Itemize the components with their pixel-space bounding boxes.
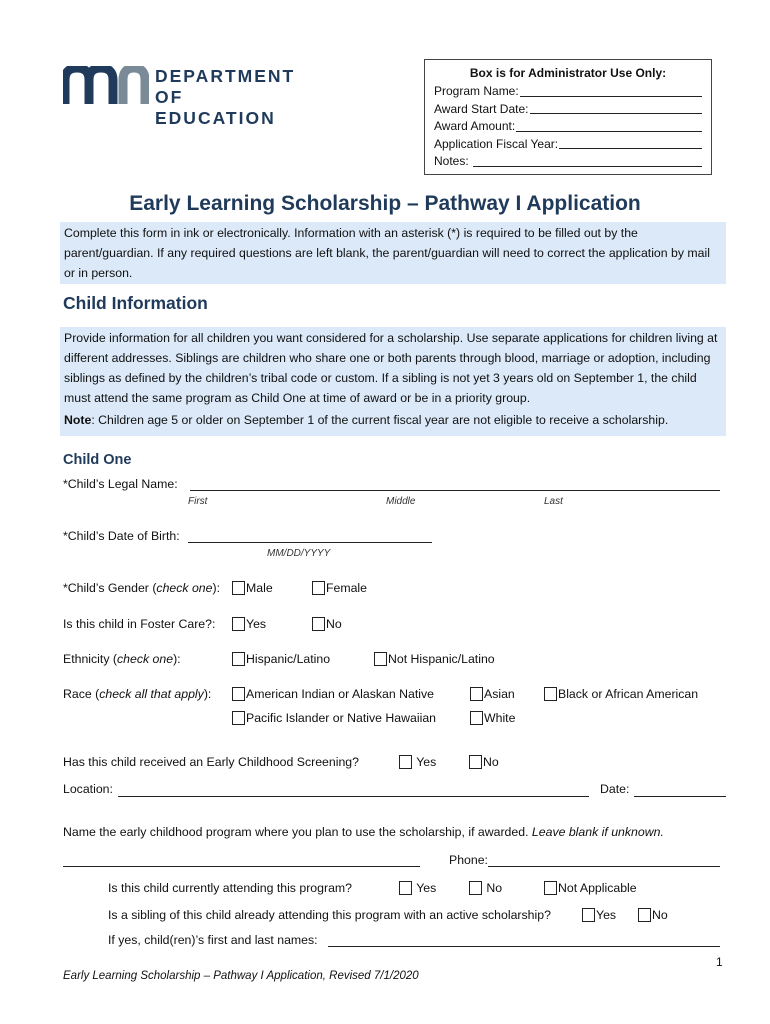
date-field[interactable] — [634, 796, 726, 797]
checkbox-icon — [470, 687, 483, 701]
race-white-checkbox[interactable]: White — [470, 711, 515, 725]
footer-text: Early Learning Scholarship – Pathway I Application, Revised 7/1/2020 — [63, 970, 419, 982]
intro-text: Complete this form in ink or electronically. Information with an asterisk (*) is required to be filled out by the parent/guardian. If any required questions are left blank, the parent/guardian will need to correct the application by mail or in person. — [64, 226, 710, 280]
checkbox-icon — [544, 881, 557, 895]
dob-format-caption: MM/DD/YYYY — [267, 548, 331, 559]
ethnicity-label: Ethnicity (check one): — [63, 652, 181, 666]
foster-yes-checkbox[interactable]: Yes — [232, 617, 266, 631]
race-asian-checkbox[interactable]: Asian — [470, 687, 515, 701]
program-question: Name the early childhood program where you plan to use the scholarship, if awarded. Leave blank if unknown. — [63, 825, 664, 839]
legal-name-label: *Child’s Legal Name: — [63, 477, 178, 491]
admin-field-label: Application Fiscal Year: — [434, 136, 559, 151]
logo-line-2: OF EDUCATION — [155, 87, 276, 128]
checkbox-icon — [312, 617, 325, 631]
section-heading-child-information: Child Information — [63, 293, 208, 313]
admin-box-title: Box is for Administrator Use Only: — [469, 66, 667, 80]
checkbox-icon — [399, 881, 412, 895]
screening-no-checkbox[interactable]: No — [469, 755, 499, 769]
note-text: : Children age 5 or older on September 1 of the current fiscal year are not eligible to receive a scholarship. — [91, 413, 669, 427]
checkbox-icon — [232, 581, 245, 595]
admin-field-label: Program Name: — [434, 84, 519, 98]
foster-care-label: Is this child in Foster Care?: — [63, 617, 216, 631]
admin-box — [424, 59, 712, 175]
dob-label: *Child’s Date of Birth: — [63, 529, 180, 543]
checkbox-icon — [232, 617, 245, 631]
attending-no-checkbox[interactable]: No — [469, 881, 502, 895]
race-american-indian-checkbox[interactable]: American Indian or Alaskan Native — [232, 687, 434, 701]
sibling-names-label: If yes, child(ren)’s first and last names: — [108, 933, 318, 947]
checkbox-icon — [638, 908, 651, 922]
page-title: Early Learning Scholarship – Pathway I Application — [129, 192, 641, 215]
mn-logo-mark — [63, 66, 149, 104]
foster-no-checkbox[interactable]: No — [312, 617, 342, 631]
attending-label: Is this child currently attending this program? — [108, 881, 353, 895]
gender-label: *Child’s Gender (check one): — [63, 581, 220, 595]
sibling-no-checkbox[interactable]: No — [638, 908, 668, 922]
admin-field-label: Award Start Date: — [434, 101, 529, 116]
checkbox-icon — [232, 687, 245, 701]
race-black-checkbox[interactable]: Black or African American — [544, 687, 698, 701]
checkbox-icon — [470, 711, 483, 725]
program-name-field[interactable] — [520, 83, 702, 97]
note-label: Note — [64, 413, 92, 427]
middle-caption: Middle — [386, 496, 416, 507]
admin-field-label: Award Amount: — [434, 119, 516, 133]
checkbox-icon — [232, 652, 245, 666]
checkbox-icon — [374, 652, 387, 666]
child-info-box — [60, 327, 726, 436]
checkbox-icon — [582, 908, 595, 922]
date-label: Date: — [600, 782, 630, 796]
gender-female-checkbox[interactable]: Female — [312, 581, 367, 595]
award-start-date-field[interactable] — [530, 101, 703, 115]
admin-field-label: Notes: — [434, 154, 469, 168]
checkbox-icon — [544, 687, 557, 701]
legal-name-field[interactable] — [190, 490, 720, 491]
logo-line-1: DEPARTMENT — [155, 66, 296, 86]
hispanic-checkbox[interactable]: Hispanic/Latino — [232, 652, 330, 666]
checkbox-icon — [232, 711, 245, 725]
fiscal-year-field[interactable] — [559, 136, 702, 150]
phone-field[interactable] — [488, 866, 720, 867]
notes-field[interactable] — [473, 153, 702, 167]
program-name-input[interactable] — [63, 866, 420, 867]
screening-yes-checkbox[interactable]: Yes — [399, 755, 436, 769]
gender-male-checkbox[interactable]: Male — [232, 581, 273, 595]
phone-label: Phone: — [449, 853, 488, 867]
not-hispanic-checkbox[interactable]: Not Hispanic/Latino — [374, 652, 495, 666]
race-label: Race (check all that apply): — [63, 687, 212, 701]
sibling-label: Is a sibling of this child already attending this program with an active scholarship? — [108, 908, 551, 922]
intro-box — [60, 222, 726, 284]
screening-label: Has this child received an Early Childhood Screening? — [63, 755, 359, 769]
checkbox-icon — [469, 881, 482, 895]
dob-field[interactable] — [188, 542, 432, 543]
location-field[interactable] — [118, 796, 589, 797]
page-number: 1 — [716, 955, 723, 969]
checkbox-icon — [399, 755, 412, 769]
last-caption: Last — [544, 496, 563, 507]
first-caption: First — [188, 496, 208, 507]
checkbox-icon — [469, 755, 482, 769]
sibling-names-field[interactable] — [328, 946, 720, 947]
attending-na-checkbox[interactable]: Not Applicable — [544, 881, 637, 895]
child-info-text: Provide information for all children you want considered for a scholarship. Use separate applications for children living at different addresses. Siblings are children who share one or both parents through blood, marriage or adoption, including siblings as defined by the children’s tribal code or custom. If a sibling is not yet 3 years old on September 1, the child must attend the same program as Child One at time of award or be in a priority group. — [64, 331, 718, 405]
attending-yes-checkbox[interactable]: Yes — [399, 881, 436, 895]
sibling-yes-checkbox[interactable]: Yes — [582, 908, 616, 922]
checkbox-icon — [312, 581, 325, 595]
location-label: Location: — [63, 782, 113, 796]
race-pacific-islander-checkbox[interactable]: Pacific Islander or Native Hawaiian — [232, 711, 436, 725]
child-one-heading: Child One — [63, 452, 132, 468]
award-amount-field[interactable] — [516, 118, 702, 132]
